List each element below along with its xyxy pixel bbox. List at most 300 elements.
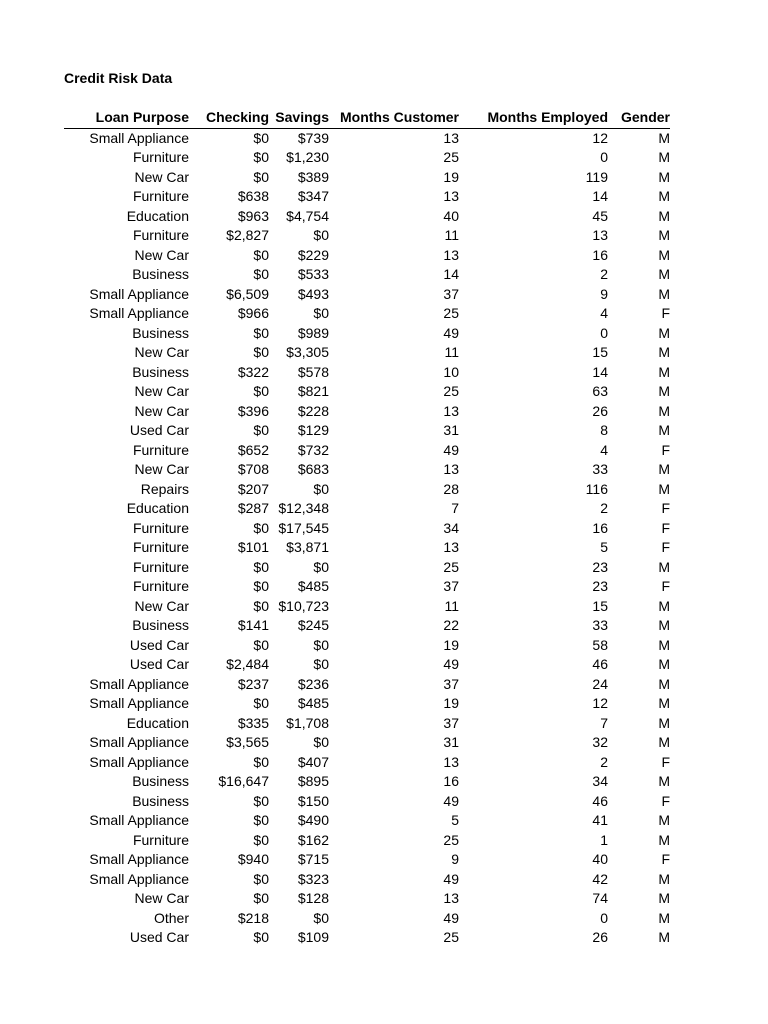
- cell-months-customer[interactable]: 13: [443, 188, 459, 204]
- cell-months-customer[interactable]: 25: [443, 558, 459, 575]
- cell-months-employed[interactable]: 13: [592, 227, 608, 243]
- cell-savings[interactable]: $895: [297, 773, 329, 789]
- header-loan-purpose[interactable]: Loan Purpose: [95, 109, 189, 125]
- cell-loan-purpose[interactable]: Business: [132, 773, 189, 789]
- cell-months-customer[interactable]: 14: [443, 266, 459, 282]
- cell-savings[interactable]: $533: [297, 266, 329, 282]
- cell-months-customer[interactable]: 37: [443, 285, 459, 302]
- cell-gender[interactable]: M: [658, 246, 670, 263]
- cell-months-employed[interactable]: 41: [592, 812, 608, 828]
- cell-checking[interactable]: $0: [253, 246, 269, 263]
- cell-checking[interactable]: $0: [253, 558, 269, 575]
- cell-gender[interactable]: M: [658, 324, 670, 341]
- cell-savings[interactable]: $490: [297, 812, 329, 828]
- cell-gender[interactable]: M: [658, 344, 670, 360]
- cell-savings[interactable]: $12,348: [278, 500, 329, 516]
- cell-months-customer[interactable]: 11: [444, 597, 459, 614]
- table-row: [64, 928, 670, 948]
- cell-checking[interactable]: $0: [253, 344, 269, 360]
- cell-months-customer[interactable]: 49: [443, 656, 459, 672]
- table-row: [64, 792, 670, 812]
- cell-savings[interactable]: $485: [297, 578, 329, 594]
- cell-savings[interactable]: $1,708: [286, 714, 329, 731]
- cell-months-customer[interactable]: 37: [443, 714, 459, 731]
- cell-savings[interactable]: $0: [313, 227, 329, 243]
- cell-months-customer[interactable]: 49: [443, 324, 459, 341]
- cell-savings[interactable]: $323: [297, 870, 329, 887]
- cell-months-employed[interactable]: 16: [592, 519, 608, 536]
- table-row: [64, 577, 670, 597]
- cell-loan-purpose[interactable]: Education: [126, 714, 189, 731]
- cell-gender[interactable]: M: [658, 266, 670, 282]
- cell-savings[interactable]: $578: [297, 363, 329, 380]
- cell-savings[interactable]: $407: [297, 753, 329, 770]
- cell-months-employed[interactable]: 24: [592, 675, 608, 692]
- cell-checking[interactable]: $940: [237, 851, 269, 867]
- cell-gender[interactable]: M: [658, 909, 670, 926]
- cell-checking[interactable]: $3,565: [226, 734, 269, 750]
- cell-savings[interactable]: $739: [297, 129, 329, 146]
- cell-checking[interactable]: $0: [253, 812, 269, 828]
- cell-savings[interactable]: $732: [297, 441, 329, 458]
- cell-loan-purpose[interactable]: New Car: [134, 597, 189, 614]
- cell-checking[interactable]: $6,509: [226, 285, 269, 302]
- cell-months-customer[interactable]: 37: [443, 675, 459, 692]
- cell-months-customer[interactable]: 37: [443, 578, 459, 594]
- cell-months-employed[interactable]: 16: [592, 246, 608, 263]
- cell-loan-purpose[interactable]: Used Car: [129, 929, 189, 945]
- cell-months-customer[interactable]: 49: [443, 909, 459, 926]
- cell-loan-purpose[interactable]: New Car: [134, 461, 189, 477]
- cell-checking[interactable]: $0: [253, 383, 269, 399]
- cell-checking[interactable]: $207: [237, 480, 269, 497]
- cell-loan-purpose[interactable]: Small Appliance: [89, 870, 189, 887]
- cell-checking[interactable]: $0: [253, 149, 269, 165]
- table-row: [64, 831, 670, 851]
- cell-months-employed[interactable]: 14: [592, 363, 608, 380]
- table-row: [64, 128, 670, 148]
- cell-checking[interactable]: $2,484: [226, 656, 269, 672]
- cell-checking[interactable]: $0: [253, 422, 269, 438]
- header-months-employed[interactable]: Months Employed: [487, 109, 608, 125]
- table-row: [64, 519, 670, 539]
- cell-months-customer[interactable]: 49: [443, 870, 459, 887]
- cell-loan-purpose[interactable]: New Car: [134, 246, 189, 263]
- header-checking[interactable]: Checking: [205, 109, 269, 125]
- cell-savings[interactable]: $0: [313, 909, 329, 926]
- cell-loan-purpose[interactable]: Furniture: [132, 188, 189, 204]
- cell-checking[interactable]: $101: [237, 539, 269, 555]
- cell-months-employed[interactable]: 15: [592, 597, 608, 614]
- cell-savings[interactable]: $17,545: [278, 519, 329, 536]
- cell-checking[interactable]: $16,647: [218, 773, 269, 789]
- cell-months-customer[interactable]: 13: [443, 129, 459, 146]
- cell-gender[interactable]: F: [661, 500, 670, 516]
- cell-loan-purpose[interactable]: Furniture: [132, 227, 189, 243]
- cell-loan-purpose[interactable]: New Car: [134, 168, 189, 185]
- table-row: [64, 285, 670, 305]
- cell-savings[interactable]: $0: [313, 656, 329, 672]
- cell-months-customer[interactable]: 19: [443, 636, 459, 653]
- cell-checking[interactable]: $963: [237, 207, 269, 224]
- cell-loan-purpose[interactable]: Small Appliance: [89, 851, 189, 867]
- cell-months-customer[interactable]: 49: [443, 792, 459, 809]
- cell-months-customer[interactable]: 25: [443, 305, 459, 321]
- cell-gender[interactable]: M: [658, 558, 670, 575]
- cell-months-employed[interactable]: 74: [592, 890, 608, 906]
- cell-months-employed[interactable]: 8: [600, 422, 608, 438]
- table-row: [64, 168, 670, 188]
- cell-months-employed[interactable]: 46: [592, 656, 608, 672]
- cell-months-customer[interactable]: 7: [451, 500, 459, 516]
- cell-checking[interactable]: $0: [253, 792, 269, 809]
- cell-gender[interactable]: F: [661, 792, 670, 809]
- cell-gender[interactable]: M: [658, 695, 670, 711]
- cell-loan-purpose[interactable]: Furniture: [132, 149, 189, 165]
- cell-gender[interactable]: M: [658, 149, 670, 165]
- cell-months-customer[interactable]: 13: [443, 402, 459, 419]
- cell-checking[interactable]: $396: [237, 402, 269, 419]
- cell-savings[interactable]: $989: [297, 324, 329, 341]
- table-row: [64, 733, 670, 753]
- cell-months-customer[interactable]: 13: [443, 246, 459, 263]
- header-months-customer[interactable]: Months Customer: [340, 109, 459, 125]
- cell-gender[interactable]: M: [658, 168, 670, 185]
- cell-loan-purpose[interactable]: Used Car: [129, 636, 189, 653]
- cell-checking[interactable]: $0: [253, 266, 269, 282]
- cell-months-employed[interactable]: 32: [592, 734, 608, 750]
- cell-months-employed[interactable]: 40: [592, 851, 608, 867]
- table-row: [64, 324, 670, 344]
- cell-months-employed[interactable]: 42: [592, 870, 608, 887]
- table-row: [64, 558, 670, 578]
- cell-gender[interactable]: M: [658, 831, 670, 848]
- cell-months-employed[interactable]: 0: [600, 149, 608, 165]
- cell-months-customer[interactable]: 31: [443, 422, 459, 438]
- cell-gender[interactable]: M: [658, 597, 670, 614]
- cell-gender[interactable]: F: [661, 578, 670, 594]
- table-row: [64, 675, 670, 695]
- cell-savings[interactable]: $4,754: [286, 207, 329, 224]
- cell-months-employed[interactable]: 4: [600, 441, 608, 458]
- cell-months-customer[interactable]: 13: [443, 753, 459, 770]
- cell-savings[interactable]: $0: [313, 558, 329, 575]
- cell-loan-purpose[interactable]: Furniture: [132, 519, 189, 536]
- cell-loan-purpose[interactable]: New Car: [134, 344, 189, 360]
- cell-gender[interactable]: M: [658, 617, 670, 633]
- cell-loan-purpose[interactable]: Business: [132, 363, 189, 380]
- cell-months-employed[interactable]: 5: [600, 539, 608, 555]
- cell-gender[interactable]: M: [658, 188, 670, 204]
- cell-months-customer[interactable]: 5: [451, 812, 459, 828]
- table-row: [64, 538, 670, 558]
- table-body: [64, 128, 670, 948]
- cell-months-employed[interactable]: 33: [592, 461, 608, 477]
- cell-months-customer[interactable]: 22: [443, 617, 459, 633]
- cell-months-employed[interactable]: 33: [592, 617, 608, 633]
- cell-gender[interactable]: F: [661, 305, 670, 321]
- table-row: [64, 187, 670, 207]
- table-row: [64, 480, 670, 500]
- cell-gender[interactable]: M: [658, 480, 670, 497]
- cell-checking[interactable]: $2,827: [226, 227, 269, 243]
- table-row: [64, 382, 670, 402]
- table-row: [64, 421, 670, 441]
- cell-checking[interactable]: $638: [237, 188, 269, 204]
- cell-gender[interactable]: M: [658, 773, 670, 789]
- cell-months-employed[interactable]: 58: [592, 636, 608, 653]
- cell-gender[interactable]: M: [658, 656, 670, 672]
- cell-savings[interactable]: $683: [297, 461, 329, 477]
- cell-savings[interactable]: $485: [297, 695, 329, 711]
- cell-checking[interactable]: $0: [253, 168, 269, 185]
- cell-gender[interactable]: M: [658, 285, 670, 302]
- cell-loan-purpose[interactable]: Business: [132, 266, 189, 282]
- cell-checking[interactable]: $708: [237, 461, 269, 477]
- cell-months-employed[interactable]: 0: [600, 909, 608, 926]
- cell-loan-purpose[interactable]: Furniture: [132, 831, 189, 848]
- cell-savings[interactable]: $129: [297, 422, 329, 438]
- cell-savings[interactable]: $10,723: [278, 597, 329, 614]
- cell-months-customer[interactable]: 13: [443, 539, 459, 555]
- cell-savings[interactable]: $3,305: [286, 344, 329, 360]
- table-row: [64, 636, 670, 656]
- cell-months-customer[interactable]: 25: [443, 831, 459, 848]
- cell-months-employed[interactable]: 2: [600, 500, 608, 516]
- cell-months-customer[interactable]: 19: [443, 168, 459, 185]
- cell-checking[interactable]: $652: [237, 441, 269, 458]
- cell-gender[interactable]: F: [661, 539, 670, 555]
- cell-loan-purpose[interactable]: Business: [132, 324, 189, 341]
- table-row: [64, 402, 670, 422]
- cell-months-employed[interactable]: 0: [600, 324, 608, 341]
- cell-gender[interactable]: M: [658, 402, 670, 419]
- cell-checking[interactable]: $0: [253, 831, 269, 848]
- table-row: [64, 207, 670, 227]
- cell-savings[interactable]: $128: [297, 890, 329, 906]
- cell-loan-purpose[interactable]: Other: [153, 909, 189, 926]
- cell-checking[interactable]: $0: [253, 929, 269, 945]
- cell-months-customer[interactable]: 25: [443, 929, 459, 945]
- cell-loan-purpose[interactable]: Small Appliance: [89, 753, 189, 770]
- cell-months-employed[interactable]: 7: [600, 714, 608, 731]
- cell-months-customer[interactable]: 34: [443, 519, 459, 536]
- cell-savings[interactable]: $150: [297, 792, 329, 809]
- cell-loan-purpose[interactable]: New Car: [134, 402, 189, 419]
- cell-months-customer[interactable]: 25: [443, 383, 459, 399]
- table-row: [64, 148, 670, 168]
- cell-months-employed[interactable]: 34: [592, 773, 608, 789]
- cell-months-customer[interactable]: 19: [443, 695, 459, 711]
- cell-months-customer[interactable]: 13: [443, 461, 459, 477]
- table-row: [64, 714, 670, 734]
- cell-gender[interactable]: M: [658, 812, 670, 828]
- cell-months-employed[interactable]: 63: [592, 383, 608, 399]
- header-row: [64, 108, 670, 128]
- cell-gender[interactable]: F: [661, 519, 670, 536]
- table-row: [64, 753, 670, 773]
- cell-loan-purpose[interactable]: Repairs: [140, 480, 189, 497]
- cell-loan-purpose[interactable]: Small Appliance: [89, 285, 189, 302]
- table-row: [64, 226, 670, 246]
- cell-gender[interactable]: M: [658, 890, 670, 906]
- cell-checking[interactable]: $237: [237, 675, 269, 692]
- cell-months-customer[interactable]: 11: [444, 227, 459, 243]
- cell-savings[interactable]: $493: [297, 285, 329, 302]
- cell-loan-purpose[interactable]: Furniture: [132, 558, 189, 575]
- cell-gender[interactable]: F: [661, 753, 670, 770]
- cell-loan-purpose[interactable]: Business: [132, 792, 189, 809]
- cell-loan-purpose[interactable]: Small Appliance: [89, 734, 189, 750]
- cell-loan-purpose[interactable]: Furniture: [132, 578, 189, 594]
- cell-months-customer[interactable]: 16: [443, 773, 459, 789]
- table-row: [64, 246, 670, 266]
- cell-loan-purpose[interactable]: Education: [126, 500, 189, 516]
- cell-gender[interactable]: M: [658, 870, 670, 887]
- cell-loan-purpose[interactable]: Business: [132, 617, 189, 633]
- cell-checking[interactable]: $287: [237, 500, 269, 516]
- cell-savings[interactable]: $236: [297, 675, 329, 692]
- cell-months-employed[interactable]: 2: [600, 266, 608, 282]
- table-row: [64, 694, 670, 714]
- cell-checking[interactable]: $0: [253, 129, 269, 146]
- cell-loan-purpose[interactable]: Small Appliance: [89, 695, 189, 711]
- cell-checking[interactable]: $335: [237, 714, 269, 731]
- table-row: [64, 597, 670, 617]
- cell-savings[interactable]: $0: [313, 734, 329, 750]
- cell-loan-purpose[interactable]: Small Appliance: [89, 129, 189, 146]
- cell-months-employed[interactable]: 2: [600, 753, 608, 770]
- table-row: [64, 304, 670, 324]
- cell-months-employed[interactable]: 45: [592, 207, 608, 224]
- cell-loan-purpose[interactable]: Furniture: [132, 539, 189, 555]
- cell-months-employed[interactable]: 23: [592, 578, 608, 594]
- cell-months-customer[interactable]: 9: [451, 851, 459, 867]
- cell-gender[interactable]: F: [661, 441, 670, 458]
- cell-gender[interactable]: M: [658, 383, 670, 399]
- cell-months-employed[interactable]: 9: [600, 285, 608, 302]
- cell-months-employed[interactable]: 12: [592, 129, 608, 146]
- table-row: [64, 811, 670, 831]
- cell-months-customer[interactable]: 31: [443, 734, 459, 750]
- cell-loan-purpose[interactable]: Used Car: [129, 656, 189, 672]
- table-row: [64, 343, 670, 363]
- cell-savings[interactable]: $1,230: [286, 149, 329, 165]
- cell-checking[interactable]: $0: [253, 519, 269, 536]
- cell-loan-purpose[interactable]: Used Car: [129, 422, 189, 438]
- cell-months-customer[interactable]: 13: [443, 890, 459, 906]
- cell-loan-purpose[interactable]: New Car: [134, 383, 189, 399]
- cell-months-customer[interactable]: 10: [443, 363, 459, 380]
- cell-gender[interactable]: M: [658, 461, 670, 477]
- cell-loan-purpose[interactable]: Small Appliance: [89, 812, 189, 828]
- cell-savings[interactable]: $0: [313, 636, 329, 653]
- cell-checking[interactable]: $0: [253, 578, 269, 594]
- table-row: [64, 655, 670, 675]
- cell-savings[interactable]: $0: [313, 480, 329, 497]
- cell-months-employed[interactable]: 23: [592, 558, 608, 575]
- cell-checking[interactable]: $322: [237, 363, 269, 380]
- cell-gender[interactable]: M: [658, 422, 670, 438]
- cell-gender[interactable]: M: [658, 929, 670, 945]
- cell-savings[interactable]: $109: [297, 929, 329, 945]
- cell-loan-purpose[interactable]: Small Appliance: [89, 305, 189, 321]
- header-savings[interactable]: Savings: [275, 109, 329, 125]
- cell-gender[interactable]: M: [658, 675, 670, 692]
- cell-months-customer[interactable]: 40: [443, 207, 459, 224]
- cell-checking[interactable]: $0: [253, 636, 269, 653]
- cell-months-customer[interactable]: 25: [443, 149, 459, 165]
- cell-loan-purpose[interactable]: New Car: [134, 890, 189, 906]
- cell-months-employed[interactable]: 119: [585, 168, 608, 185]
- sheet-title: Credit Risk Data: [64, 70, 173, 86]
- cell-gender[interactable]: M: [658, 207, 670, 224]
- header-gender[interactable]: Gender: [620, 109, 670, 125]
- cell-gender[interactable]: M: [658, 129, 670, 146]
- cell-months-employed[interactable]: 12: [592, 695, 608, 711]
- cell-months-employed[interactable]: 46: [592, 792, 608, 809]
- table-row: [64, 265, 670, 285]
- cell-months-employed[interactable]: 15: [592, 344, 608, 360]
- cell-months-employed[interactable]: 4: [600, 305, 608, 321]
- cell-savings[interactable]: $162: [297, 831, 329, 848]
- cell-loan-purpose[interactable]: Education: [126, 207, 189, 224]
- cell-savings[interactable]: $245: [297, 617, 329, 633]
- cell-checking[interactable]: $0: [253, 890, 269, 906]
- cell-checking[interactable]: $0: [253, 324, 269, 341]
- cell-months-employed[interactable]: 26: [592, 929, 608, 945]
- cell-checking[interactable]: $0: [253, 870, 269, 887]
- table-row: [64, 850, 670, 870]
- cell-months-customer[interactable]: 49: [443, 441, 459, 458]
- credit-risk-table: [64, 108, 670, 948]
- table-row: [64, 441, 670, 461]
- cell-loan-purpose[interactable]: Small Appliance: [89, 675, 189, 692]
- cell-savings[interactable]: $0: [313, 305, 329, 321]
- cell-checking[interactable]: $966: [237, 305, 269, 321]
- cell-savings[interactable]: $3,871: [286, 539, 329, 555]
- cell-checking[interactable]: $0: [253, 597, 269, 614]
- cell-checking[interactable]: $0: [253, 695, 269, 711]
- cell-months-customer[interactable]: 11: [444, 344, 459, 360]
- cell-gender[interactable]: M: [658, 714, 670, 731]
- cell-months-employed[interactable]: 26: [592, 402, 608, 419]
- cell-checking[interactable]: $218: [237, 909, 269, 926]
- cell-months-employed[interactable]: 116: [585, 480, 608, 497]
- cell-savings[interactable]: $229: [297, 246, 329, 263]
- cell-gender[interactable]: M: [658, 734, 670, 750]
- cell-savings[interactable]: $347: [297, 188, 329, 204]
- table-row: [64, 889, 670, 909]
- cell-months-employed[interactable]: 14: [592, 188, 608, 204]
- cell-savings[interactable]: $715: [297, 851, 329, 867]
- cell-savings[interactable]: $228: [297, 402, 329, 419]
- cell-gender[interactable]: F: [661, 851, 670, 867]
- cell-gender[interactable]: M: [658, 227, 670, 243]
- cell-gender[interactable]: M: [658, 363, 670, 380]
- table-row: [64, 772, 670, 792]
- cell-checking[interactable]: $0: [253, 753, 269, 770]
- cell-checking[interactable]: $141: [237, 617, 269, 633]
- cell-months-employed[interactable]: 1: [600, 831, 608, 848]
- table-row: [64, 616, 670, 636]
- cell-loan-purpose[interactable]: Furniture: [132, 441, 189, 458]
- cell-savings[interactable]: $389: [297, 168, 329, 185]
- cell-savings[interactable]: $821: [297, 383, 329, 399]
- cell-gender[interactable]: M: [658, 636, 670, 653]
- cell-months-customer[interactable]: 28: [443, 480, 459, 497]
- table-row: [64, 363, 670, 383]
